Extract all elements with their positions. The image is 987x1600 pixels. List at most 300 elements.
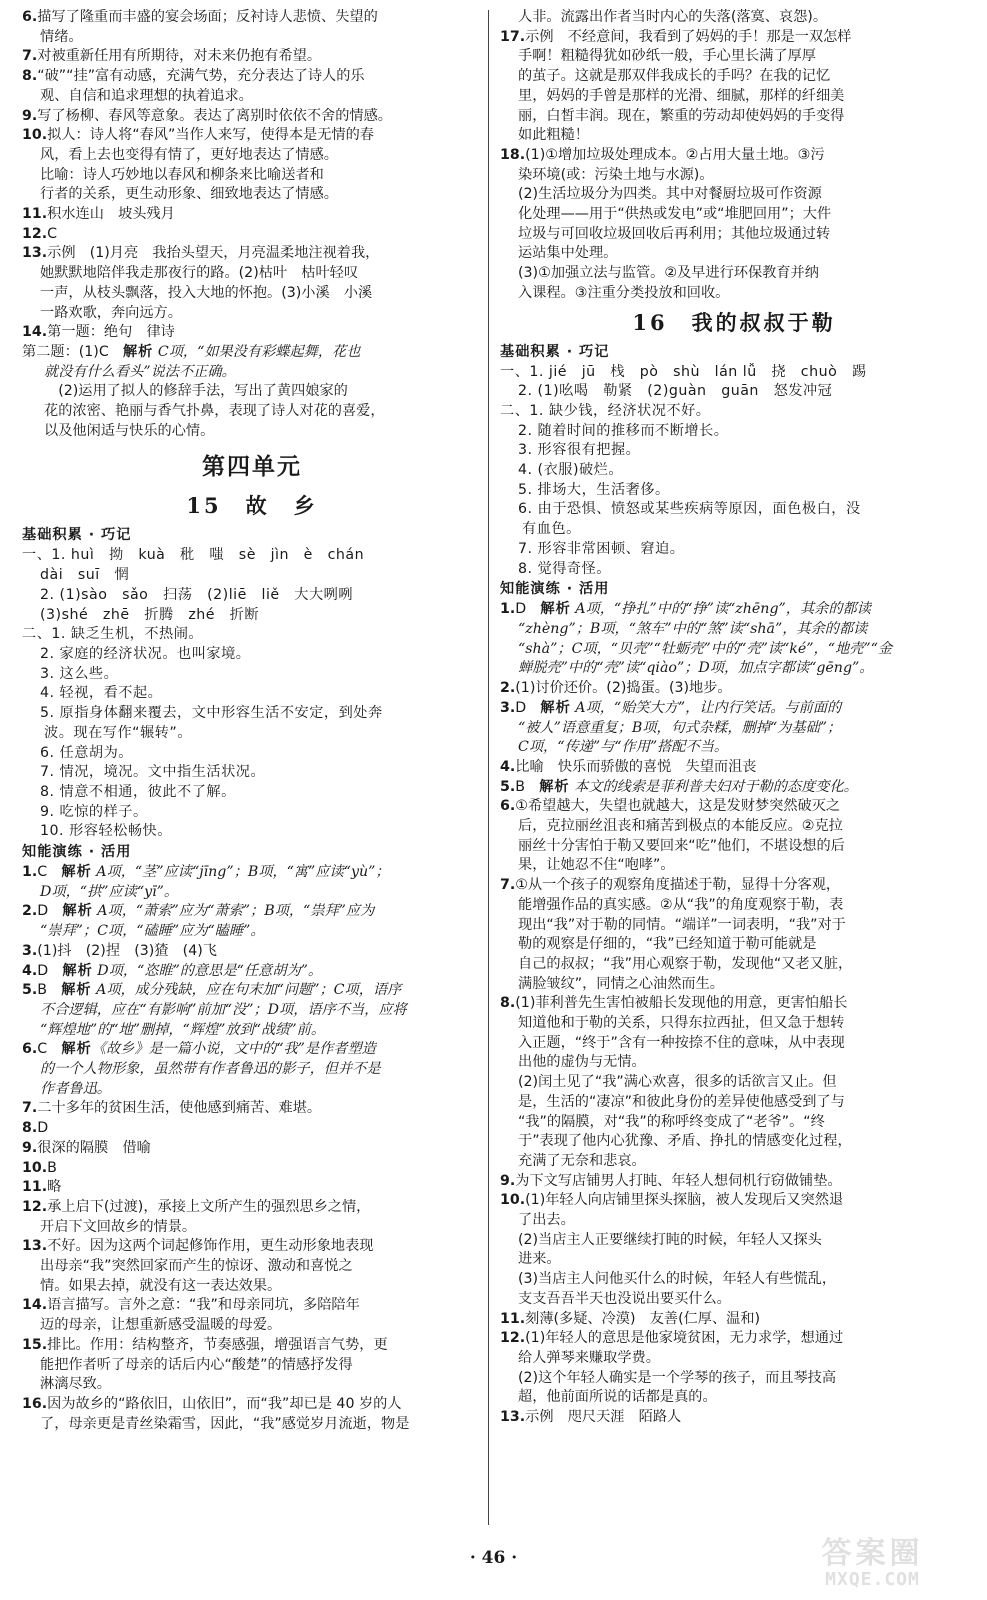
answer-text: A项，“茎”应读“jīng”；B项，“寓”应读“yù”； xyxy=(91,864,390,881)
answer-number: 4. xyxy=(22,962,38,979)
answer-number: 13. xyxy=(22,245,48,262)
answer-number: 17. xyxy=(500,28,526,45)
answer-text: 6. 由于恐惧、愤怒或某些疾病等原因，面色极白，没 xyxy=(518,501,861,518)
answer-text: 情绪。 xyxy=(40,28,83,45)
answer-line xyxy=(22,402,482,422)
answer-text: 承上启下(过渡)，承接上文所产生的强烈思乡之情， xyxy=(47,1198,371,1215)
answer-text: (1)讨价还价。(2)捣蛋。(3)地步。 xyxy=(515,680,732,697)
answer-line xyxy=(22,546,482,566)
answer-text: 风，看上去也变得有情了，更好地表达了情感。 xyxy=(40,146,338,163)
answer-line xyxy=(500,1270,968,1290)
answer-line xyxy=(500,1250,968,1270)
analysis-label: 解析 xyxy=(539,778,570,795)
answer-line xyxy=(22,1001,482,1021)
answer-number: 1. xyxy=(22,864,38,881)
column-divider xyxy=(488,10,489,1525)
answer-text: 是，生活的“凄凉”和彼此身份的差异使他感受到了与 xyxy=(518,1093,845,1110)
answer-text: “被人”语意重复；B项，句式杂糅，删掉“为基础”； xyxy=(518,719,842,736)
answer-text: 出他的虚伪与无情。 xyxy=(518,1054,646,1071)
answer-line xyxy=(500,8,968,28)
answer-line xyxy=(22,665,482,685)
answer-line xyxy=(500,738,968,758)
answer-line xyxy=(500,1349,968,1369)
answer-text: 示例 不经意间，我看到了妈妈的手！那是一双怎样 xyxy=(525,28,852,45)
answer-line xyxy=(500,264,968,284)
answer-text: 5. 排场大，生活奢侈。 xyxy=(518,481,670,498)
answer-text: 8. 觉得奇怪。 xyxy=(518,560,611,577)
answer-text: (1)菲利普先生害怕被船长发现他的用意，更害怕船长 xyxy=(515,995,848,1012)
answer-text: 略 xyxy=(47,1179,62,1196)
answer-number: 5. xyxy=(22,982,38,999)
answer-text: 一路欢歌，奔向远方。 xyxy=(40,304,182,321)
answer-line xyxy=(500,500,968,520)
answer-line xyxy=(500,185,968,205)
answer-line xyxy=(22,1237,482,1257)
analysis-label: 解析 xyxy=(540,601,571,618)
answer-line xyxy=(22,586,482,606)
answer-line xyxy=(500,975,968,995)
answer-number: 12. xyxy=(22,225,48,242)
answer-text: (1)①增加垃圾处理成本。②占用大量土地。③污 xyxy=(525,146,825,163)
answer-text: 2. (1)sào sǎo 扫荡 (2)liē liě 大大咧咧 xyxy=(40,586,354,603)
answer-text: (2)生活垃圾分为四类。其中对餐厨垃圾可作资源 xyxy=(518,186,822,203)
answer-line xyxy=(500,244,968,264)
answer-line xyxy=(22,205,482,225)
answer-line xyxy=(22,107,482,127)
answer-choice: B xyxy=(515,778,540,795)
analysis-label: 解析 xyxy=(62,903,93,920)
answer-text: 能把作者听了母亲的话后内心“酸楚”的情感抒发得 xyxy=(40,1356,353,1373)
answer-line xyxy=(22,902,482,922)
answer-line xyxy=(22,1021,482,1041)
answer-number: 7. xyxy=(22,1100,38,1117)
answer-choice: C xyxy=(37,1041,62,1058)
answer-text: 有血色。 xyxy=(522,521,581,538)
answer-text: A项，“萧索”应为“萧索”；B项，“祟拜”应为 xyxy=(92,903,375,920)
answer-line xyxy=(500,382,968,402)
answer-choice: 第二题：(1)C xyxy=(22,343,123,360)
answer-text: 一、1. jié jū 栈 pò shù lán lǚ 挠 chuò 踢 xyxy=(500,363,867,380)
answer-text: “shà”；C项，“贝壳”“牡蛎壳”中的“壳”读“ké”，“地壳”“金 xyxy=(518,640,893,657)
answer-number: 6. xyxy=(500,798,516,815)
answer-text: 为下文写店铺男人打盹、年轻人想伺机行窃做铺垫。 xyxy=(515,1172,842,1189)
answer-choice: D xyxy=(515,699,541,716)
answer-text: 语言描写。言外之意：“我”和母亲同坑，多陪陪年 xyxy=(47,1297,360,1314)
answer-number: 3. xyxy=(22,942,38,959)
answer-line xyxy=(22,126,482,146)
right-column xyxy=(500,8,968,1428)
answer-choice: D xyxy=(37,903,63,920)
answer-line xyxy=(500,441,968,461)
answer-line xyxy=(500,284,968,304)
answer-line xyxy=(22,1277,482,1297)
answer-line xyxy=(22,645,482,665)
answer-text: D项，“恣睢”的意思是“任意胡为”。 xyxy=(92,962,323,979)
answer-text: 拟人：诗人将“春风”当作人来写，使得本是无情的春 xyxy=(47,127,374,144)
answer-number: 11. xyxy=(22,206,48,223)
answer-text: 积水连山 坡头残月 xyxy=(47,206,175,223)
answer-line xyxy=(500,955,968,975)
answer-line xyxy=(22,343,482,363)
answer-line xyxy=(500,640,968,660)
answer-text: 描写了隆重而丰盛的宴会场面；反衬诗人悲愤、失望的 xyxy=(37,9,378,25)
answer-line xyxy=(22,962,482,982)
answer-number: 14. xyxy=(22,324,48,341)
answer-text: B xyxy=(47,1159,57,1176)
answer-text: 的茧子。这就是那双伴我成长的手吗？在我的记忆 xyxy=(518,68,831,85)
answer-line xyxy=(500,560,968,580)
answer-line xyxy=(500,107,968,127)
answer-text: 如此粗糙！ xyxy=(518,127,589,144)
answer-text: 迈的母亲，让想重新感受温暖的母爱。 xyxy=(40,1317,282,1334)
answer-text: 行者的关系，更生动形象、细致地表达了情感。 xyxy=(40,186,338,203)
page-number: · 46 · xyxy=(469,1548,518,1568)
answer-text: 里，妈妈的手曾是那样的光滑、细腻，那样的纤细美 xyxy=(518,87,845,104)
answer-line xyxy=(500,166,968,186)
answer-line xyxy=(22,47,482,67)
answer-text: 运站集中处理。 xyxy=(518,245,618,262)
answer-number: 18. xyxy=(500,146,526,163)
answer-line xyxy=(22,1060,482,1080)
answer-line xyxy=(22,1040,482,1060)
answer-text: 入正题，“终于”含有一种按捺不住的意味，从中表现 xyxy=(518,1034,845,1051)
answer-text: 充满了无奈和悲哀。 xyxy=(518,1152,646,1169)
answer-line xyxy=(500,659,968,679)
answer-line xyxy=(500,1132,968,1152)
answer-text: 知道他和于勒的关系，只得东拉西扯，但又急于想转 xyxy=(518,1015,845,1032)
answer-text: 7. 形容非常困顿、窘迫。 xyxy=(518,540,685,557)
answer-text: 丽丝十分害怕于勒又要回来“吃”他们，不堪设想的后 xyxy=(518,837,845,854)
answer-line xyxy=(500,520,968,540)
answer-text: 化处理——用于“供热或发电”或“堆肥回用”；大件 xyxy=(518,206,832,223)
answer-text: C项，“传递”与“作用”搭配不当。 xyxy=(518,739,729,756)
unit-heading: 第四单元 xyxy=(202,453,302,481)
answer-text: 勒的观察是仔细的，“我”已经知道于勒可能就是 xyxy=(518,936,817,953)
answer-number: 12. xyxy=(500,1330,526,1347)
answer-line xyxy=(500,1152,968,1172)
answer-line xyxy=(500,719,968,739)
answer-number: 9. xyxy=(22,1139,38,1156)
answer-line xyxy=(500,1093,968,1113)
answer-line xyxy=(22,684,482,704)
answer-text: 示例 咫尺天涯 陌路人 xyxy=(525,1409,682,1426)
answer-text: 了出去。 xyxy=(518,1212,575,1229)
answer-text: 入课程。③注重分类投放和回收。 xyxy=(518,284,730,301)
answer-line xyxy=(22,1099,482,1119)
answer-text: 了，母亲更是青丝染霜雪，因此，“我”感觉岁月流逝，物是 xyxy=(40,1415,410,1432)
answer-line xyxy=(500,1310,968,1330)
answer-line xyxy=(22,981,482,1001)
answer-text: 对被重新任用有所期待，对未来仍抱有希望。 xyxy=(37,48,322,65)
answer-text: “崇拜”；C项，“磕睡”应为“瞌睡”。 xyxy=(40,923,265,940)
section-heading: 知能演练 · 活用 xyxy=(22,844,132,861)
answer-line xyxy=(22,724,482,744)
answer-text: (2)当店主人正要继续打盹的时候，年轻人又探头 xyxy=(518,1231,822,1248)
answer-line xyxy=(22,1395,482,1415)
answer-text: 人非。流露出作者当时内心的失落(落寞、哀怨)。 xyxy=(518,9,828,25)
answer-text: (2)运用了拟人的修辞手法，写出了黄四娘家的 xyxy=(44,383,348,400)
answer-number: 2. xyxy=(22,903,38,920)
answer-line xyxy=(22,566,482,586)
answer-text: dài suī 惘 xyxy=(40,567,130,584)
answer-text: 9. 吃惊的样子。 xyxy=(40,803,148,820)
answer-line xyxy=(22,1198,482,1218)
answer-line xyxy=(22,1356,482,1376)
answer-line xyxy=(500,1329,968,1349)
answer-text: 波。现在写作“辗转”。 xyxy=(44,724,192,741)
answer-line xyxy=(500,1073,968,1093)
analysis-label: 解析 xyxy=(61,864,92,881)
answer-text: 《故乡》是一篇小说，文中的“我”是作者塑造 xyxy=(91,1041,376,1058)
answer-text: 蝉脱壳”中的“壳”读“qiào”；D项，加点字都读“gēng”。 xyxy=(518,660,874,677)
answer-line xyxy=(500,1408,968,1428)
answer-line xyxy=(22,1218,482,1238)
answer-number: 4. xyxy=(500,758,516,775)
analysis-label: 解析 xyxy=(61,982,92,999)
answer-line xyxy=(500,1172,968,1192)
answer-line xyxy=(22,225,482,245)
answer-number: 5. xyxy=(500,778,516,795)
answer-line xyxy=(22,704,482,724)
answer-text: 4. 轻视，看不起。 xyxy=(40,685,163,702)
answer-text: 2. 随着时间的推移而不断增长。 xyxy=(518,422,729,439)
answer-text: 二、1. 缺乏生机，不热闹。 xyxy=(22,626,204,643)
answer-line xyxy=(22,1316,482,1336)
answer-choice: D xyxy=(37,962,63,979)
answer-line xyxy=(22,304,482,324)
answer-line xyxy=(22,363,482,383)
answer-text: 4. (衣服)破烂。 xyxy=(518,462,624,479)
answer-line xyxy=(22,783,482,803)
answer-text: 一、1. huì 拗 kuà 秕 嗤 sè jìn è chán xyxy=(22,547,365,564)
answer-text: 不好。因为这两个词起修饰作用，更生动形象地表现 xyxy=(47,1238,374,1255)
answer-line xyxy=(500,837,968,857)
answer-text: “我”的隔膜，对“我”的称呼终变成了“老爷”。“终 xyxy=(518,1113,825,1130)
answer-number: 14. xyxy=(22,1297,48,1314)
answer-text: 一声，从枝头飘落，投入大地的怀抱。(3)小溪 小溪 xyxy=(40,284,373,301)
answer-number: 11. xyxy=(500,1310,526,1327)
answer-line xyxy=(500,1369,968,1389)
answer-text: 第一题：绝句 律诗 xyxy=(47,324,175,341)
answer-text: (1)年轻人的意思是他家境贫困，无力求学，想通过 xyxy=(525,1330,844,1347)
answer-line xyxy=(22,1415,482,1435)
answer-text: 观、自信和追求理想的执着追求。 xyxy=(40,87,253,104)
answer-text: 10. 形容轻松畅快。 xyxy=(40,823,172,840)
answer-text: (2)这个年轻人确实是一个学琴的孩子，而且琴技高 xyxy=(518,1369,837,1386)
answer-text: 排比。作用：结构整齐，节奏感强，增强语言气势，更 xyxy=(47,1336,388,1353)
answer-choice: D xyxy=(515,601,541,618)
answer-number: 6. xyxy=(22,1041,38,1058)
answer-text: (1)年轻人向店铺里探头探脑，被人发现后又突然退 xyxy=(525,1192,844,1209)
left-column xyxy=(22,8,482,1434)
answer-text: A项，“贻笑大方”，让内行笑话。与前面的 xyxy=(570,699,842,716)
answer-text: 就没有什么看头”说法不正确。 xyxy=(44,363,236,380)
answer-number: 11. xyxy=(22,1179,48,1196)
answer-text: 丽，白皙丰润。现在，繁重的劳动却使妈妈的手变得 xyxy=(518,107,845,124)
answer-line xyxy=(500,1014,968,1034)
answer-text: 3. 形容很有把握。 xyxy=(518,442,641,459)
answer-text: 能增强作品的真实感。②从“我”的角度观察于勒，表 xyxy=(518,896,844,913)
answer-line xyxy=(500,935,968,955)
section-heading: 基础积累 · 巧记 xyxy=(500,343,610,360)
answer-line xyxy=(22,382,482,402)
answer-number: 9. xyxy=(22,107,38,124)
answer-line xyxy=(500,699,968,719)
answer-text: 二十多年的贫困生活，使他感到痛苦、难堪。 xyxy=(37,1100,322,1117)
answer-number: 16. xyxy=(22,1396,48,1412)
answer-line xyxy=(22,244,482,264)
lesson-title: 16 我的叔叔于勒 xyxy=(632,309,836,335)
answer-line xyxy=(22,606,482,626)
answer-text: 3. 这么些。 xyxy=(40,665,119,682)
answer-line xyxy=(500,1211,968,1231)
answer-number: 8. xyxy=(22,1120,38,1137)
answer-text: 满脸皱纹”，同情之心油然而生。 xyxy=(518,975,724,992)
answer-choice: B xyxy=(37,982,62,999)
watermark-url: MXQE.COM xyxy=(825,1569,920,1590)
answer-line xyxy=(22,803,482,823)
answer-text: D xyxy=(37,1120,49,1137)
answer-text: 她默默地陪伴我走那夜行的路。(2)枯叶 枯叶轻叹 xyxy=(40,265,359,282)
answer-text: “zhèng”；B项，“煞车”中的“煞”读“shā”，其余的都读 xyxy=(518,620,868,637)
answer-line xyxy=(22,422,482,442)
answer-line xyxy=(500,620,968,640)
answer-text: 作者鲁迅。 xyxy=(40,1080,111,1097)
answer-text: C项，“如果没有彩蝶起舞，花也 xyxy=(153,343,361,360)
answer-number: 10. xyxy=(22,1159,48,1176)
answer-line xyxy=(22,1119,482,1139)
answer-text: 6. 任意胡为。 xyxy=(40,744,133,761)
analysis-label: 解析 xyxy=(62,962,93,979)
analysis-label: 解析 xyxy=(122,343,154,360)
answer-text: 刻薄(多疑、冷漠) 友善(仁厚、温和) xyxy=(525,1310,761,1327)
answer-number: 9. xyxy=(500,1172,516,1189)
answer-line xyxy=(22,185,482,205)
answer-line xyxy=(500,146,968,166)
analysis-label: 解析 xyxy=(540,699,571,716)
answer-number: 3. xyxy=(500,699,516,716)
answer-text: A项，成分残缺，应在句末加“问题”；C项，语序 xyxy=(91,982,402,999)
watermark-logo xyxy=(780,1538,965,1594)
answer-line xyxy=(22,1336,482,1356)
answer-line xyxy=(22,1178,482,1198)
answer-text: 给人弹琴来赚取学费。 xyxy=(518,1350,660,1366)
answer-text: 出母亲“我”突然回家而产生的惊讶、激动和喜悦之 xyxy=(40,1258,353,1275)
answer-line xyxy=(500,916,968,936)
answer-line xyxy=(500,797,968,817)
answer-text: 8. 情意不相通，彼此不了解。 xyxy=(40,783,236,800)
answer-number: 12. xyxy=(22,1198,48,1215)
answer-line xyxy=(22,625,482,645)
answer-number: 2. xyxy=(500,680,516,697)
answer-line xyxy=(500,402,968,422)
answer-line xyxy=(22,323,482,343)
answer-line xyxy=(22,1375,482,1395)
answer-text: 2. 家庭的经济状况。也叫家境。 xyxy=(40,645,251,662)
answer-number: 10. xyxy=(22,127,48,144)
answer-line xyxy=(22,883,482,903)
answer-line xyxy=(500,87,968,107)
answer-text: 比喻：诗人巧妙地以春风和柳条来比喻送者和 xyxy=(40,166,324,183)
answer-text: 5. 原指身体翻来覆去，文中形容生活不安定，到处奔 xyxy=(40,705,383,722)
answer-line xyxy=(500,67,968,87)
answer-line xyxy=(500,1290,968,1310)
answer-line xyxy=(500,994,968,1014)
answer-choice: C xyxy=(37,864,62,881)
answer-line xyxy=(500,1113,968,1133)
answer-line xyxy=(500,817,968,837)
answer-line xyxy=(500,126,968,146)
answer-text: 现出“我”对于勒的同情。“端详”一词表明，“我”对于 xyxy=(518,916,846,933)
answer-text: 淋漓尽致。 xyxy=(40,1376,111,1393)
answer-line xyxy=(500,778,968,798)
answer-number: 1. xyxy=(500,601,516,618)
answer-line xyxy=(22,166,482,186)
answer-number: 8. xyxy=(22,68,38,85)
answer-text: 开启下文回故乡的情景。 xyxy=(40,1218,197,1235)
answer-text: (3)shé zhē 折腾 zhé 折断 xyxy=(40,606,260,623)
answer-line xyxy=(22,1159,482,1179)
answer-line xyxy=(22,284,482,304)
answer-line xyxy=(500,856,968,876)
answer-line xyxy=(22,87,482,107)
answer-line xyxy=(500,1053,968,1073)
answer-number: 15. xyxy=(22,1336,48,1353)
answer-line xyxy=(500,758,968,778)
answer-text: 比喻 快乐而骄傲的喜悦 失望而沮丧 xyxy=(515,758,757,775)
answer-line xyxy=(22,942,482,962)
answer-line xyxy=(500,1231,968,1251)
answer-text: C xyxy=(47,225,58,242)
answer-line xyxy=(500,896,968,916)
answer-text: 的一个人物形象，虽然带有作者鲁迅的影子，但并不是 xyxy=(40,1061,381,1078)
lesson-title: 15 故 乡 xyxy=(186,493,318,519)
answer-line xyxy=(500,600,968,620)
answer-text: 垃圾与可回收垃圾回收后再利用；其他垃圾通过转 xyxy=(518,225,831,242)
answer-text: ①希望越大，失望也就越大，这是发财梦突然破灭之 xyxy=(515,798,841,815)
answer-line xyxy=(22,146,482,166)
answer-line xyxy=(500,679,968,699)
answer-text: 以及他闲适与快乐的心情。 xyxy=(44,422,215,439)
answer-text: “辉煌地”的“地”删掉，“辉煌”放到“战绩”前。 xyxy=(40,1021,326,1038)
answer-text: 本文的线索是菲利普夫妇对于勒的态度变化。 xyxy=(569,778,858,795)
answer-text: (3)当店主人问他买什么的时候，年轻人有些慌乱， xyxy=(518,1271,837,1288)
answer-text: “破”“挂”富有动感，充满气势，充分表达了诗人的乐 xyxy=(37,68,365,85)
answer-text: 超，他前面所说的话都是真的。 xyxy=(518,1389,717,1406)
answer-line xyxy=(22,822,482,842)
answer-text: ①从一个孩子的观察角度描述于勒，显得十分客观， xyxy=(515,877,841,894)
answer-text: 情。如果去掉，就没有这一表达效果。 xyxy=(40,1277,282,1294)
answer-line xyxy=(22,863,482,883)
answer-line xyxy=(22,1080,482,1100)
answer-line xyxy=(500,28,968,48)
answer-line xyxy=(500,47,968,67)
answer-text: 进来。 xyxy=(518,1251,561,1268)
answer-text: 染环境(或：污染土地与水源)。 xyxy=(518,166,714,183)
answer-line xyxy=(500,461,968,481)
answer-text: 自己的叔叔；“我”用心观察于勒，发现他“又老又脏， xyxy=(518,955,853,972)
answer-text: 写了杨柳、春风等意象。表达了离别时依依不舍的情感。 xyxy=(37,107,392,124)
answer-text: 手啊！粗糙得犹如砂纸一般，手心里长满了厚厚 xyxy=(518,48,816,65)
section-heading: 基础积累 · 巧记 xyxy=(22,527,132,544)
answer-line xyxy=(500,225,968,245)
answer-line xyxy=(22,922,482,942)
answer-line xyxy=(22,264,482,284)
answer-line xyxy=(22,28,482,48)
answer-text: (3)①加强立法与监管。②及早进行环保教育并纳 xyxy=(518,265,819,282)
answer-number: 7. xyxy=(22,48,38,65)
answer-line xyxy=(500,422,968,442)
